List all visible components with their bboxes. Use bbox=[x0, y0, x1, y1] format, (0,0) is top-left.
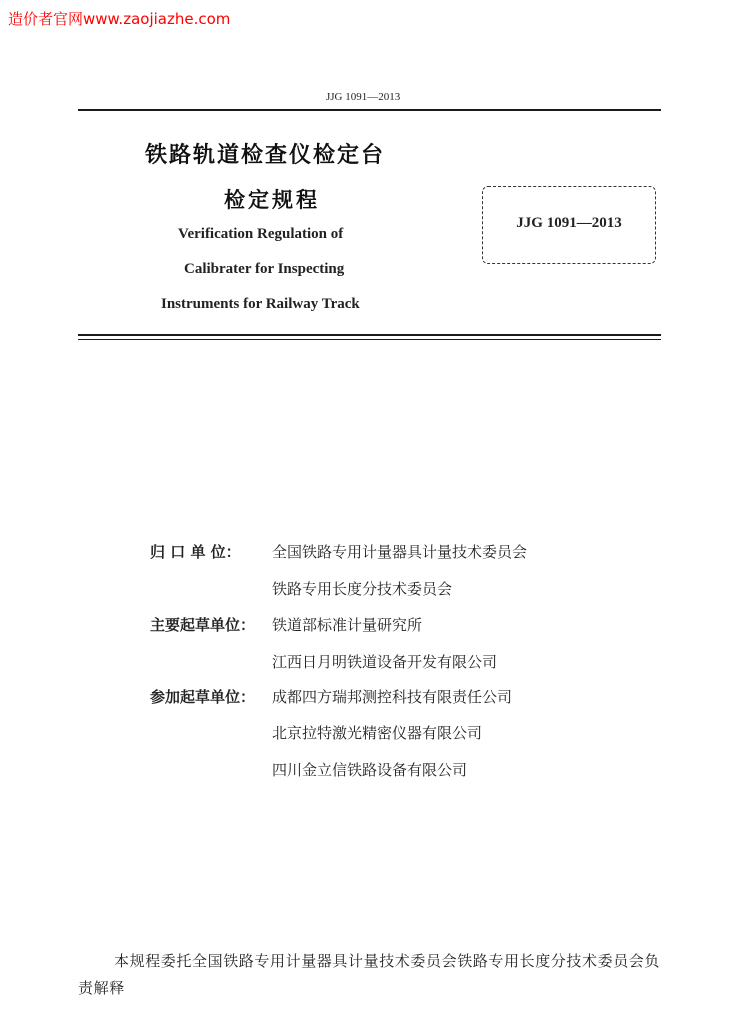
unit-value: 北京拉特激光精密仪器有限公司 bbox=[272, 724, 483, 742]
title-en-line1: Verification Regulation of bbox=[178, 226, 344, 242]
code-box bbox=[482, 186, 656, 264]
title-en-line2: Calibrater for Inspecting bbox=[184, 261, 345, 277]
footer-note: 本规程委托全国铁路专用计量器具计量技术委员会铁路专用长度分技术委员会负责解释 bbox=[78, 952, 661, 997]
title-rule-thick bbox=[78, 334, 661, 336]
unit-value: 四川金立信铁路设备有限公司 bbox=[272, 761, 468, 779]
unit-label: 归 口 单 位： bbox=[150, 543, 241, 561]
watermark-text: 造价者官网www.zaojiazhe.com bbox=[8, 10, 231, 28]
unit-value: 铁路专用长度分技术委员会 bbox=[272, 580, 453, 598]
unit-label: 主要起草单位： bbox=[150, 616, 256, 634]
header-rule bbox=[78, 109, 661, 111]
unit-value: 成都四方瑞邦测控科技有限责任公司 bbox=[272, 688, 513, 706]
title-cn-line1: 铁路轨道检查仪检定台 bbox=[145, 143, 386, 168]
unit-value: 铁道部标准计量研究所 bbox=[272, 616, 423, 634]
code-box-text: JJG 1091—2013 bbox=[516, 215, 622, 231]
unit-value: 江西日月明铁道设备开发有限公司 bbox=[272, 653, 498, 671]
title-cn-line2: 检定规程 bbox=[224, 188, 320, 212]
header-code-text: JJG 1091—2013 bbox=[326, 91, 401, 103]
title-en-line3: Instruments for Railway Track bbox=[161, 296, 360, 312]
unit-label: 参加起草单位： bbox=[150, 688, 256, 706]
title-rule-thin bbox=[78, 339, 661, 340]
unit-value: 全国铁路专用计量器具计量技术委员会 bbox=[272, 543, 528, 561]
